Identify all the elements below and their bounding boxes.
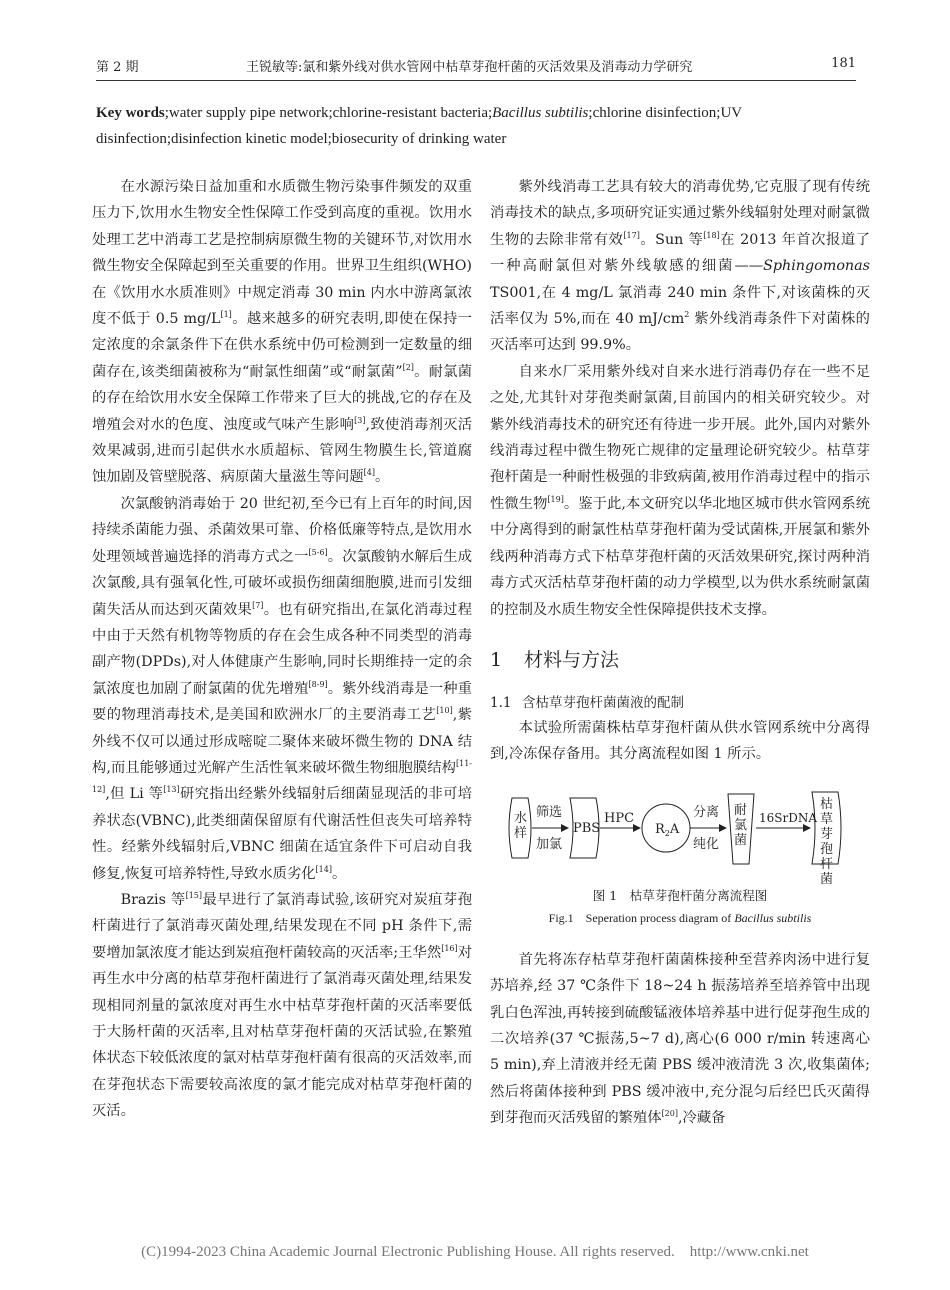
screen-label: 筛选 bbox=[536, 804, 563, 820]
resistant-bacteria-node bbox=[728, 794, 754, 864]
pbs-node bbox=[570, 798, 600, 858]
water-sample-node bbox=[509, 798, 531, 858]
figure-caption-en-prefix: Fig.1 Seperation process diagram of bbox=[548, 910, 735, 925]
text-run: 次氯酸钠消毒始于 20 世纪初,至今已有上百年的时间,因持续杀菌能力强、杀菌效果可靠、价格低廉等特点,是饮用水处理领域普遍选择的消毒方式之一 bbox=[92, 495, 472, 565]
citation: [8-9] bbox=[308, 679, 328, 689]
paragraph bbox=[92, 887, 472, 1125]
citation: [19] bbox=[547, 495, 564, 505]
text-run: 。越来越多的研究表明,即使在保持一定浓度的余氯条件下在供水系统中仍可检测到一定数量的细菌存在,该类细菌被称为“耐氯性细菌”或“耐氯菌” bbox=[92, 311, 472, 380]
citation: [10] bbox=[436, 706, 453, 716]
subsection-heading bbox=[490, 691, 870, 715]
citation: [17] bbox=[623, 231, 640, 241]
text-run: 在水源污染日益加重和水质微生物污染事件频发的双重压力下,饮用水生物安全性保障工作受到高度的重视。饮用水处理工艺中消毒工艺是控制病原微生物的关键环节,对饮用水微生物安全保障起到至关重要的作用。世界卫生组织(WHO)在《饮用水水质准则》中规定消毒 30 min 内水中游离氯浓度不低于 0.5 mg/L bbox=[92, 179, 472, 328]
text-run: 首先将冻存枯草芽孢杆菌菌株接种至营养肉汤中进行复苏培养,经 37 ℃条件下 18~24 h 振荡培养至培养管中出现乳白色浑浊,再转接到硫酸锰液体培养基中进行促芽孢生成的二次培养(37 ℃振荡,5~7 d),离心(6 000 r/min 转速离心 5 min),弃上清液并经无菌 PBS 缓冲液清洗 3 次,收集菌体;然后将菌体接种到 PBS 缓冲液中,充分混匀后经巴氏灭菌得到芽孢而灭活残留的繁殖体 bbox=[490, 951, 870, 1127]
citation: [14] bbox=[315, 864, 332, 874]
text-run: 。次氯酸钠水解后生成次氯酸,具有强氧化性,可破坏或损伤细菌细胞膜,进而引发细菌失活从而达到灭菌效果 bbox=[92, 548, 473, 618]
pbs-label: PBS bbox=[573, 820, 601, 836]
citation: [4] bbox=[363, 468, 375, 478]
running-title: 王锐敏等:氯和紫外线对供水管网中枯草芽孢杆菌的灭活效果及消毒动力学研究 bbox=[246, 60, 693, 75]
citation: 2 bbox=[684, 310, 690, 320]
paragraph bbox=[490, 174, 870, 359]
text-run: 。 bbox=[331, 865, 347, 882]
text-run: 自来水厂采用紫外线对自来水进行消毒仍存在一些不足之处,尤其针对芽孢类耐氯菌,目前国内的相关研究较少。对紫外线消毒技术的研究还有待进一步开展。此外,国内对紫外线消毒过程中微生物死亡规律的定量理论研究较少。枯草芽孢杆菌是一种耐性极强的非致病菌,被用作消毒过程中的指示性微生物 bbox=[490, 363, 870, 512]
paragraph bbox=[490, 359, 870, 623]
text-run: ,紫外线不仅可以通过形成嘧啶二聚体来破坏微生物的 DNA 结构,而且能够通过光解产生活性氧来破坏微生物细胞膜结构 bbox=[92, 707, 472, 776]
copyright-footer: (C)1994-2023 China Academic Journal Electronic Publishing House. All rights reserved. http://www.cnki.net bbox=[141, 1244, 809, 1260]
figure-caption-en-italic: Bacillus subtilis bbox=[734, 910, 812, 925]
purify-label: 纯化 bbox=[693, 836, 720, 852]
citation: [7] bbox=[252, 600, 264, 610]
text-run: 对再生水中分离的枯草芽孢杆菌进行了氯消毒灭菌处理,结果发现相同剂量的氯浓度对再生水中枯草芽孢杆菌的灭活率要低于大肠杆菌的灭活率,且对枯草芽孢杆菌的灭活试验,在繁殖体状态下较低浓度的氯对枯草芽孢杆菌有很高的灭活效率,而在芽孢状态下需要较高浓度的氯才能完成对枯草芽孢杆菌的灭活。 bbox=[92, 944, 472, 1120]
flow-diagram bbox=[498, 784, 858, 887]
hpc-label: HPC bbox=[604, 810, 635, 826]
section-title: 材料与方法 bbox=[524, 648, 620, 671]
keywords-text-rest: ;chlorine disinfection;UV disinfection;disinfection kinetic model;biosecurity of drinking water bbox=[96, 105, 742, 147]
paragraph bbox=[92, 174, 472, 491]
text-run: ,冷藏备 bbox=[677, 1110, 726, 1127]
section-number: 1 bbox=[490, 648, 503, 671]
running-header bbox=[96, 56, 856, 80]
citation: [18] bbox=[703, 231, 720, 241]
right-column bbox=[490, 174, 870, 1132]
paragraph bbox=[92, 491, 472, 887]
left-column bbox=[92, 174, 472, 1125]
text-run: 最早进行了氯消毒试验,该研究对炭疽芽孢杆菌进行了氯消毒灭菌处理,结果发现在不同 pH 条件下,需要增加氯浓度才能达到炭疽孢杆菌较高的灭活率;王华然 bbox=[92, 891, 472, 961]
keywords-text: water supply pipe network;chlorine-resistant bacteria; bbox=[168, 105, 493, 121]
issue-number: 第 2 期 bbox=[96, 60, 139, 75]
italic-term: Sphingomonas bbox=[763, 258, 870, 275]
text-run: 。 bbox=[374, 469, 390, 486]
text-run: 。鉴于此,本文研究以华北地区城市供水管网系统中分离得到的耐氯性枯草芽孢杆菌为受试菌株,开展氯和紫外线两种消毒方式下枯草芽孢杆菌的灭活效果研究,探讨两种消毒方式灭活枯草芽孢杆菌的动力学模型,以为供水系统耐氯菌的控制及水质生物安全性保障提供技术支撑。 bbox=[490, 495, 870, 618]
text-run: TS001,在 4 mg/L 氯消毒 240 min 条件下,对该菌株的灭活率仅为 5%,而在 40 mJ/cm bbox=[490, 284, 870, 328]
text-run: 本试验所需菌株枯草芽孢杆菌从供水管网系统中分离得到,冷冻保存备用。其分离流程如图 1 所示。 bbox=[490, 719, 870, 763]
text-run: 紫外线消毒工艺具有较大的消毒优势,它克服了现有传统消毒技术的缺点,多项研究证实通过紫外线辐射处理对耐氯微生物的去除非常有效 bbox=[490, 179, 870, 248]
result-node bbox=[812, 792, 841, 887]
text-run: ,但 Li 等 bbox=[105, 786, 164, 803]
citation: [15] bbox=[185, 891, 203, 901]
text-run: Brazis 等 bbox=[120, 891, 186, 908]
citation: [13] bbox=[163, 785, 180, 795]
keywords: Key words;water supply pipe network;chlorine-resistant bacteria;Bacillus subtilis;chlorine disinfection;UV disinfection;disinfection kinetic model;biosecurity of drinking water bbox=[96, 105, 742, 147]
separate-label: 分离 bbox=[693, 804, 720, 820]
dna-label: 16SrDNA bbox=[759, 810, 818, 825]
add-chlorine-label: 加氯 bbox=[536, 836, 563, 852]
page-number: 181 bbox=[831, 56, 856, 71]
result-label: 枯草芽孢杆菌 bbox=[820, 796, 834, 887]
water-sample-label: 水样 bbox=[514, 810, 528, 841]
text-run: ,致使消毒剂灭活效果减弱,进而引起供水水质超标、管网生物膜生长,管道腐蚀加剧及管壁脱落、病原菌大量滋生等问题 bbox=[92, 416, 473, 486]
header-rule bbox=[96, 80, 856, 81]
citation: [1] bbox=[220, 310, 232, 320]
citation: [11-12] bbox=[92, 759, 472, 795]
citation: [20] bbox=[661, 1109, 678, 1119]
r2a-node bbox=[642, 804, 690, 852]
text-run: 。也有研究指出,在氯化消毒过程中由于天然有机物等物质的存在会生成各种不同类型的消毒副产物(DPDs),对人体健康产生影响,同时长期维持一定的余氯浓度也加剧了耐氯菌的优先增殖 bbox=[92, 601, 472, 697]
paragraph bbox=[490, 715, 870, 768]
keywords-label: Key words bbox=[96, 105, 165, 121]
figure-caption-en bbox=[490, 907, 870, 929]
citation: [3] bbox=[354, 415, 366, 425]
r2a-label: $R_2A$ bbox=[655, 821, 680, 838]
text-run: 。耐氯菌的存在给饮用水安全保障工作带来了巨大的挑战,它的存在及增殖会对水的色度、浊度或气味产生影响 bbox=[92, 363, 473, 433]
citation: [2] bbox=[402, 363, 414, 373]
text-run: 研究指出经紫外线辐射后细菌显现活的非可培养状态(VBNC),此类细菌保留原有代谢活性但丧失可培养特性。经紫外线辐射后,VBNC 细菌在适宜条件下可启动自我修复,恢复可培养特性,导致水质劣化 bbox=[92, 786, 473, 882]
citation: [5-6] bbox=[308, 547, 328, 557]
subsection-title: 含枯草芽孢杆菌菌液的配制 bbox=[522, 694, 684, 711]
text-run: 紫外线消毒条件下对菌株的灭活率可达到 99.9%。 bbox=[490, 311, 870, 354]
paragraph bbox=[490, 947, 870, 1132]
figure-caption-cn: 图 1 枯草芽孢杆菌分离流程图 bbox=[592, 887, 768, 903]
text-run: 在 2013 年首次报道了一种高耐氯但对紫外线敏感的细菌—— bbox=[490, 231, 870, 275]
text-run: 。紫外线消毒是一种重要的物理消毒技术,是美国和欧洲水厂的主要消毒工艺 bbox=[92, 680, 473, 724]
section-heading bbox=[490, 645, 870, 675]
text-run: 。Sun 等 bbox=[639, 231, 704, 248]
resistant-bacteria-label: 耐氯菌 bbox=[734, 802, 748, 848]
keywords-italic: Bacillus subtilis bbox=[492, 105, 589, 121]
citation: [16] bbox=[441, 944, 458, 954]
subsection-number: 1.1 bbox=[490, 694, 512, 711]
